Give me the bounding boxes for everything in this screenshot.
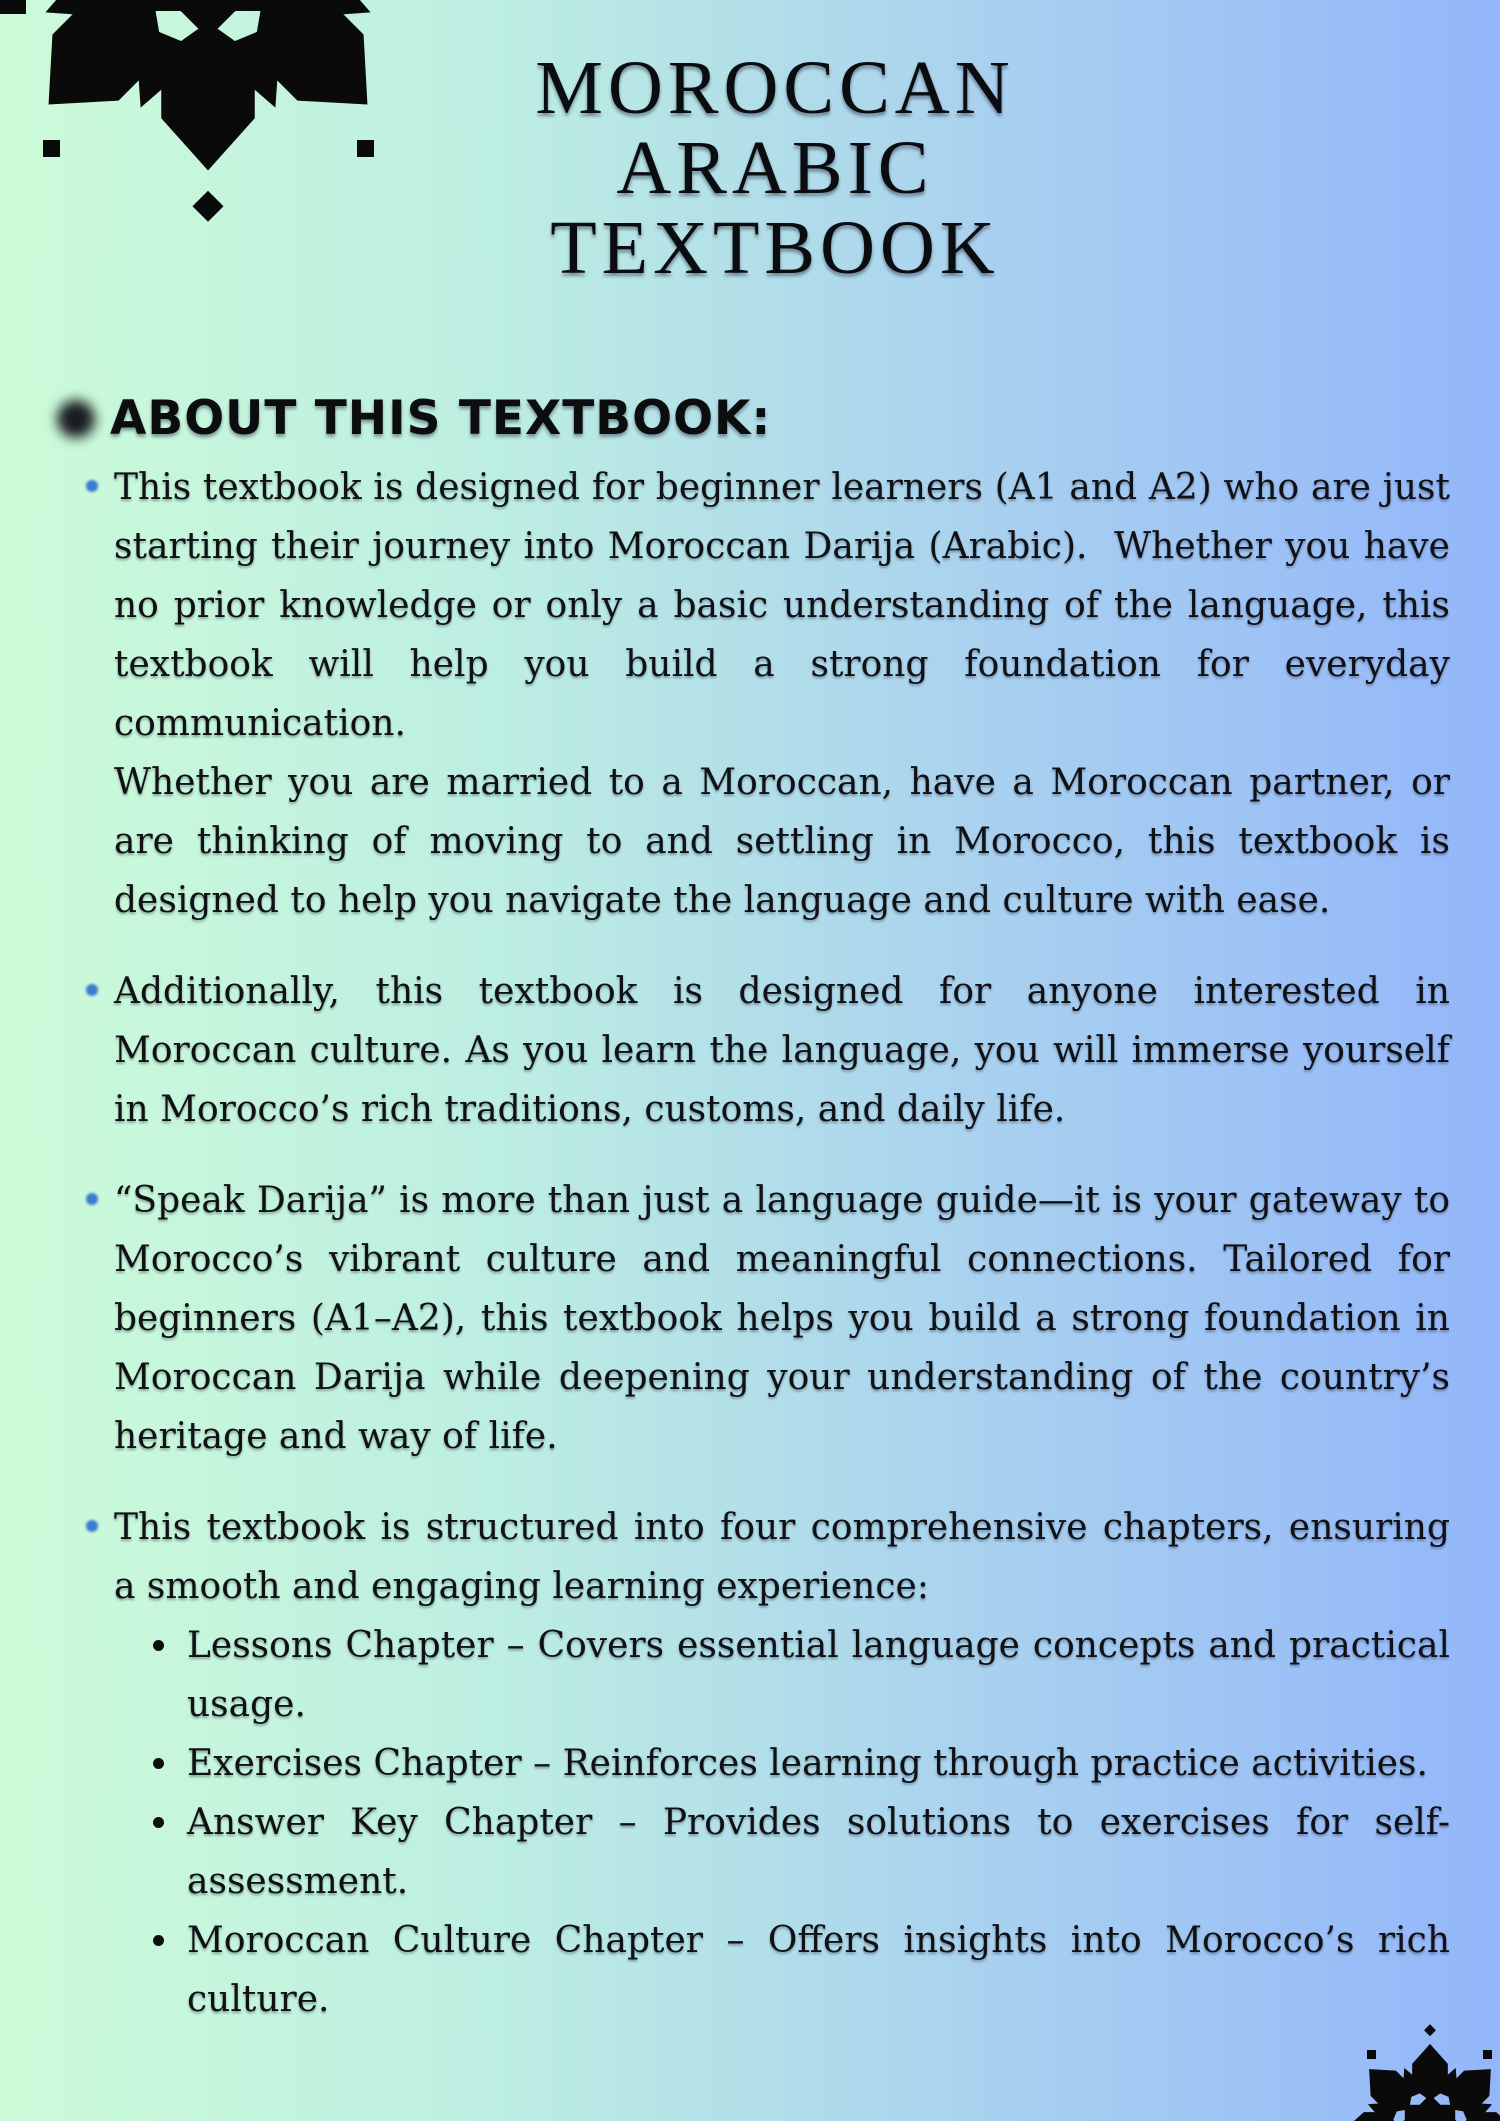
page-title xyxy=(275,48,1275,288)
blue-bullet-icon xyxy=(86,480,98,492)
paragraph-segment: “Speak Darija” is more than just a language guide—it is your gateway to Morocco’s vibrant culture and meaningful connections. Tailored for beginners (A1–A2), this textbook helps you build a strong foundation in Moroccan Darija while deepening your understanding of the country’s heritage and way of life. xyxy=(114,1180,1450,1457)
list-item-text: Lessons Chapter – Covers essential language concepts and practical usage. xyxy=(187,1625,1450,1725)
title-line-2: ARABIC xyxy=(616,126,934,210)
list-item-lessons-chapter xyxy=(55,1616,1450,1734)
heading-bullet-icon xyxy=(57,400,95,438)
bullet-icon xyxy=(153,1935,164,1946)
list-item-exercises-chapter xyxy=(55,1734,1450,1793)
paragraph-text xyxy=(114,1171,1450,1466)
bullet-icon xyxy=(153,1758,164,1769)
paragraph-segment: This textbook is structured into four comprehensive chapters, ensuring a smooth and engaging learning experience: xyxy=(114,1507,1450,1607)
section-heading: ABOUT THIS TEXTBOOK: xyxy=(110,391,772,446)
bullet-icon xyxy=(153,1640,164,1651)
paragraph-speak-darija xyxy=(55,1171,1450,1466)
list-marker xyxy=(55,1616,187,1734)
title-line-1: MOROCCAN xyxy=(535,46,1015,130)
paragraph-text xyxy=(114,458,1450,930)
zellige-ornament-bottom-right-icon xyxy=(1350,2016,1500,2121)
list-item-text: Moroccan Culture Chapter – Offers insights into Morocco’s rich culture. xyxy=(187,1920,1450,2020)
paragraph-culture-interest xyxy=(55,962,1450,1139)
paragraph-text xyxy=(114,1498,1450,1616)
paragraph-marker xyxy=(55,962,114,1139)
paragraph-intro xyxy=(55,458,1450,930)
list-item-text: Answer Key Chapter – Provides solutions to exercises for self-assessment. xyxy=(187,1802,1450,1902)
list-item-answer-key-chapter xyxy=(55,1793,1450,1911)
paragraph-marker xyxy=(55,1498,114,1616)
paragraph-structure xyxy=(55,1498,1450,1616)
list-marker xyxy=(55,1793,187,1911)
list-item-culture-chapter xyxy=(55,1911,1450,2029)
list-marker xyxy=(55,1734,187,1793)
list-item-text: Exercises Chapter – Reinforces learning through practice activities. xyxy=(187,1743,1428,1784)
bullet-icon xyxy=(153,1817,164,1828)
chapter-list xyxy=(55,1616,1450,2029)
blue-bullet-icon xyxy=(86,1193,98,1205)
title-line-3: TEXTBOOK xyxy=(550,206,1000,290)
list-marker xyxy=(55,1911,187,2029)
paragraph-segment: Whether you are married to a Moroccan, have a Moroccan partner, or are thinking of moving to and settling in Morocco, this textbook is designed to help you navigate the language and culture with ease. xyxy=(114,762,1450,921)
blue-bullet-icon xyxy=(86,1520,98,1532)
paragraph-marker xyxy=(55,458,114,930)
about-section xyxy=(55,392,1450,2029)
paragraph-segment: Additionally, this textbook is designed for anyone interested in Moroccan culture. As you learn the language, you will immerse yourself in Morocco’s rich traditions, customs, and daily life. xyxy=(114,971,1450,1130)
blue-bullet-icon xyxy=(86,984,98,996)
section-heading-row xyxy=(55,392,1450,446)
paragraph-segment: This textbook is designed for beginner learners (A1 and A2) who are just starting their journey into Moroccan Darija (Arabic). Whether you have no prior knowledge or only a basic understanding of the language, this textbook will help you build a strong foundation for everyday communication. xyxy=(114,467,1450,744)
paragraph-text xyxy=(114,962,1450,1139)
paragraph-marker xyxy=(55,1171,114,1466)
